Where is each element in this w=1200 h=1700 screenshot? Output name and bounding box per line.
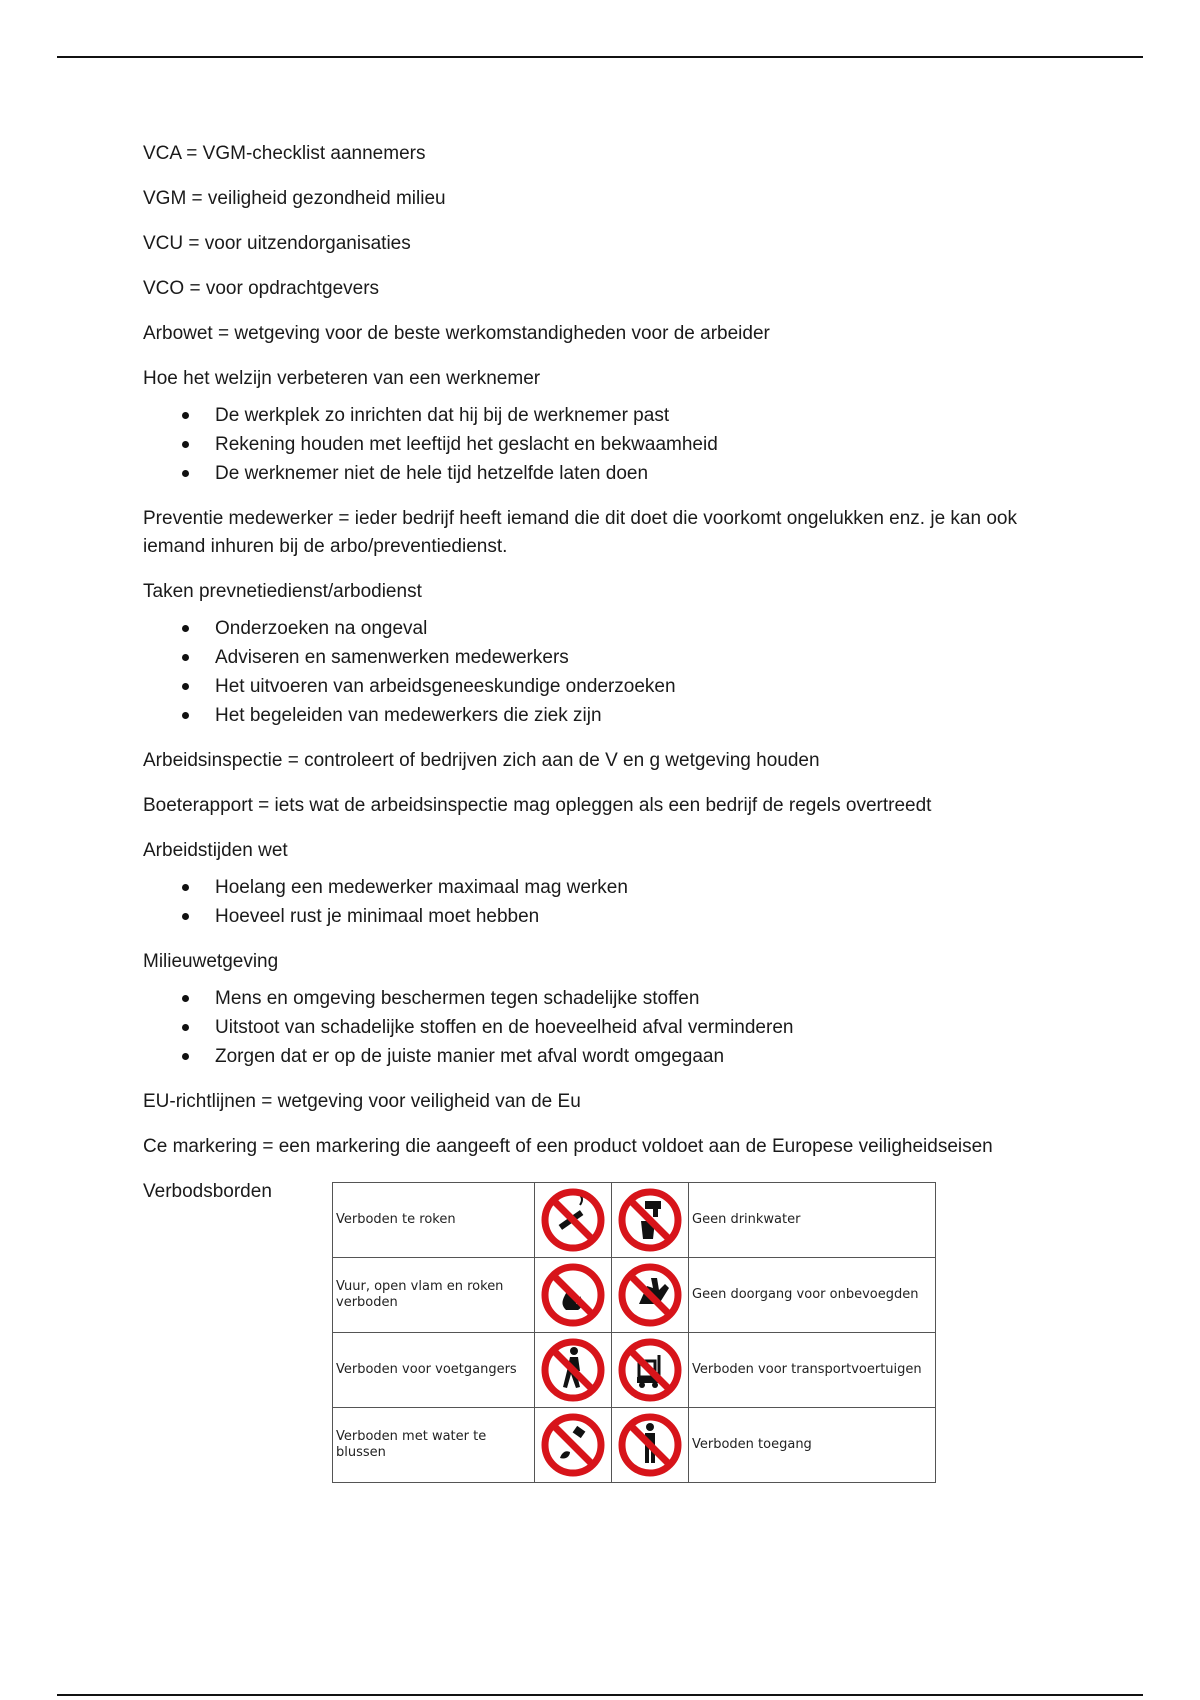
list-item: Uitstoot van schadelijke stoffen en de hoeveelheid afval verminderen [143, 1013, 1083, 1042]
verbodsborden-label: Verbodsborden [143, 1181, 272, 1202]
no-entry-person-icon [617, 1412, 683, 1478]
milieu-list [143, 984, 1083, 1071]
sign-label-left: Vuur, open vlam en roken verboden [333, 1258, 535, 1333]
list-item: De werknemer niet de hele tijd hetzelfde laten doen [143, 459, 1083, 488]
taken-heading: Taken prevnetiedienst/arbodienst [143, 581, 422, 602]
sign-cell [612, 1408, 689, 1483]
table-row [333, 1408, 936, 1483]
list-item: De werkplek zo inrichten dat hij bij de werknemer past [143, 401, 1083, 430]
arbeidstijden-heading: Arbeidstijden wet [143, 840, 288, 861]
sign-label-left: Verboden met water te blussen [333, 1408, 535, 1483]
list-item: Adviseren en samenwerken medewerkers [143, 643, 1083, 672]
sign-label-right: Verboden voor transportvoertuigen [689, 1333, 936, 1408]
no-pedestrians-icon [540, 1337, 606, 1403]
sign-cell [535, 1333, 612, 1408]
definition-eu-richtlijnen: EU-richtlijnen = wetgeving voor veiligheid van de Eu [143, 1091, 581, 1112]
no-drinking-water-icon [617, 1187, 683, 1253]
arbeidstijden-list [143, 873, 1083, 931]
sign-label-right: Geen drinkwater [689, 1183, 936, 1258]
welzijn-heading: Hoe het welzijn verbeteren van een werknemer [143, 368, 541, 389]
no-open-flame-icon [540, 1262, 606, 1328]
verbodsborden-section [143, 1178, 1083, 1508]
sign-label-left: Verboden voor voetgangers [333, 1333, 535, 1408]
header-rule [57, 56, 1143, 58]
sign-label-left: Verboden te roken [333, 1183, 535, 1258]
definition-preventie: Preventie medewerker = ieder bedrijf heeft iemand die dit doet die voorkomt ongelukken enz. je kan ook iemand inhuren bij de arbo/preventiedienst. [143, 508, 1017, 557]
prohibition-signs-table [332, 1182, 936, 1483]
table-row [333, 1183, 936, 1258]
list-item: Rekening houden met leeftijd het geslacht en bekwaamheid [143, 430, 1083, 459]
list-item: Het begeleiden van medewerkers die ziek zijn [143, 701, 1083, 730]
welzijn-list [143, 401, 1083, 488]
definition-arbeidsinspectie: Arbeidsinspectie = controleert of bedrijven zich aan de V en g wetgeving houden [143, 750, 820, 771]
no-unauthorized-access-icon [617, 1262, 683, 1328]
footer-rule [57, 1694, 1143, 1696]
sign-cell [612, 1258, 689, 1333]
sign-cell [535, 1258, 612, 1333]
list-item: Het uitvoeren van arbeidsgeneeskundige onderzoeken [143, 672, 1083, 701]
list-item: Mens en omgeving beschermen tegen schadelijke stoffen [143, 984, 1083, 1013]
table-row [333, 1258, 936, 1333]
sign-cell [535, 1408, 612, 1483]
document-body [143, 140, 1083, 1508]
definition-boeterapport: Boeterapport = iets wat de arbeidsinspectie mag opleggen als een bedrijf de regels overtreedt [143, 795, 932, 816]
table-row [333, 1333, 936, 1408]
taken-list [143, 614, 1083, 730]
list-item: Zorgen dat er op de juiste manier met afval wordt omgegaan [143, 1042, 1083, 1071]
sign-cell [612, 1333, 689, 1408]
no-smoking-icon [540, 1187, 606, 1253]
list-item: Hoeveel rust je minimaal moet hebben [143, 902, 1083, 931]
definition-vgm: VGM = veiligheid gezondheid milieu [143, 188, 446, 209]
milieu-heading: Milieuwetgeving [143, 951, 279, 972]
definition-vco: VCO = voor opdrachtgevers [143, 278, 380, 299]
no-water-extinguishing-icon [540, 1412, 606, 1478]
sign-label-right: Geen doorgang voor onbevoegden [689, 1258, 936, 1333]
list-item: Onderzoeken na ongeval [143, 614, 1083, 643]
sign-label-right: Verboden toegang [689, 1408, 936, 1483]
list-item: Hoelang een medewerker maximaal mag werken [143, 873, 1083, 902]
definition-ce-markering: Ce markering = een markering die aangeeft of een product voldoet aan de Europese veiligheidseisen [143, 1136, 993, 1157]
definition-arbowet: Arbowet = wetgeving voor de beste werkomstandigheden voor de arbeider [143, 323, 770, 344]
definition-vca: VCA = VGM-checklist aannemers [143, 143, 426, 164]
sign-cell [612, 1183, 689, 1258]
no-forklifts-icon [617, 1337, 683, 1403]
sign-cell [535, 1183, 612, 1258]
definition-vcu: VCU = voor uitzendorganisaties [143, 233, 411, 254]
